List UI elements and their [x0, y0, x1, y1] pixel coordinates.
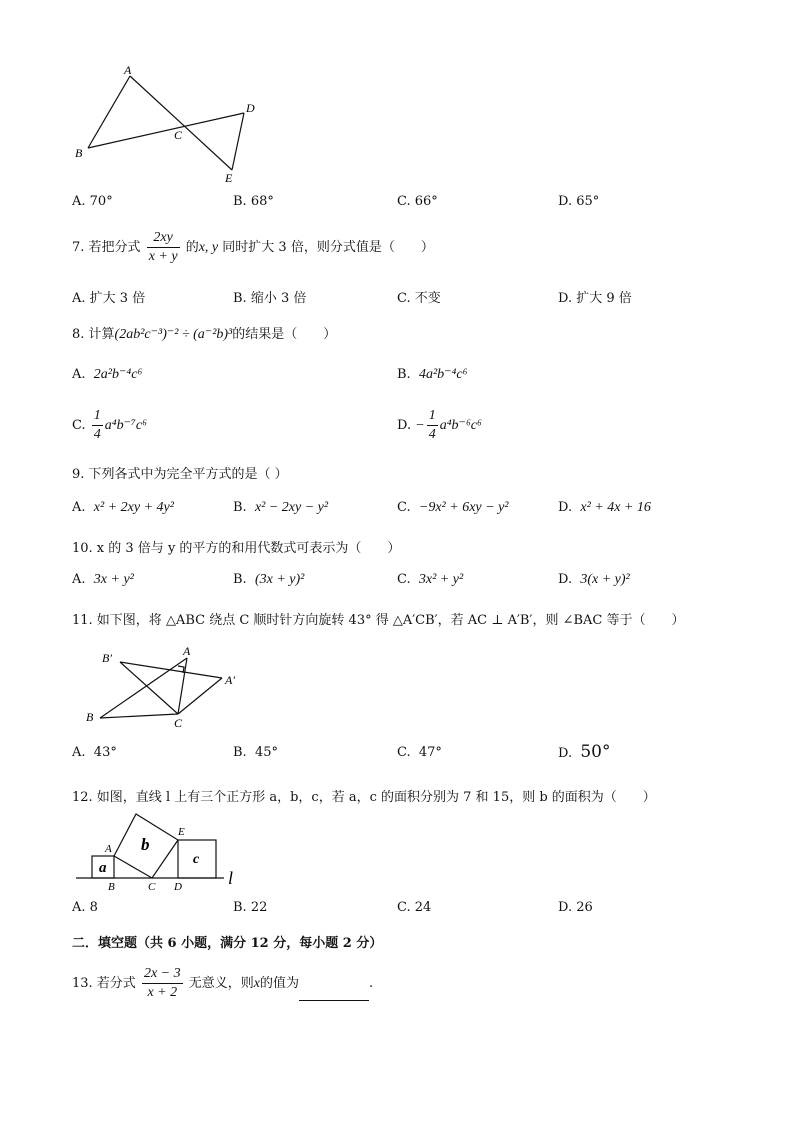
label-E: E: [225, 171, 233, 185]
label-E: E: [178, 826, 185, 838]
q8-option-b[interactable]: B. 4a²b⁻⁴c⁶: [397, 367, 468, 382]
q11-option-a[interactable]: A. 43°: [72, 745, 117, 760]
label-B: B: [75, 146, 83, 160]
q7-option-a[interactable]: A. 扩大 3 倍: [72, 291, 146, 306]
label-A: A: [183, 644, 191, 658]
q7-option-b[interactable]: B. 缩小 3 倍: [233, 291, 307, 306]
label-C: C: [148, 881, 156, 892]
square-a-label: a: [99, 860, 107, 876]
q10-option-a[interactable]: A. 3x + y²: [72, 572, 134, 587]
q6-option-d[interactable]: D. 65°: [558, 194, 600, 209]
q9-option-a[interactable]: A. x² + 2xy + 4y²: [72, 500, 174, 515]
square-c-label: c: [193, 852, 200, 867]
q9-option-c[interactable]: C. −9x² + 6xy − y²: [397, 500, 509, 515]
q10-option-c[interactable]: C. 3x² + y²: [397, 572, 464, 587]
q9-stem: 9. 下列各式中为完全平方式的是（ ）: [72, 467, 288, 482]
q7-fraction: $\frac{2xy}{x + y}$: [148, 230, 178, 264]
q9-option-d[interactable]: D. x² + 4x + 16: [558, 500, 651, 515]
q10-option-d[interactable]: D. 3(x + y)²: [558, 572, 630, 587]
q7-option-d[interactable]: D. 扩大 9 倍: [558, 291, 632, 306]
q11-option-b[interactable]: B. 45°: [233, 745, 278, 760]
label-A-prime: A′: [225, 673, 235, 687]
q7-option-c[interactable]: C. 不变: [397, 291, 441, 306]
q6-option-c[interactable]: C. 66°: [397, 194, 438, 209]
q10-stem: 10. x 的 3 倍与 y 的平方的和用代数式可表示为（ ）: [72, 541, 401, 556]
q13-answer-blank[interactable]: [299, 986, 369, 1001]
figure-triangles-abcde: [70, 60, 270, 190]
q10-option-b[interactable]: B. (3x + y)²: [233, 572, 305, 587]
label-C: C: [174, 716, 183, 730]
q6-option-b[interactable]: B. 68°: [233, 194, 274, 209]
label-A: A: [124, 63, 132, 77]
q8-option-a[interactable]: A. 2a²b⁻⁴c⁶: [72, 367, 143, 382]
q8-expression: (2ab²c⁻³)⁻² ÷ (a⁻²b)³: [114, 327, 233, 342]
q8-option-d[interactable]: D. − $\frac{1}{4}$ a⁴b⁻⁶c⁶: [397, 408, 482, 442]
label-B-prime: B′: [102, 651, 112, 665]
section-heading-fill-in: 二．填空题（共 6 小题，满分 12 分，每小题 2 分）: [72, 936, 383, 951]
label-A: A: [105, 843, 112, 855]
q8-stem: 8. 计算(2ab²c⁻³)⁻² ÷ (a⁻²b)³的结果是（ ）: [72, 327, 337, 342]
label-D: D: [174, 881, 182, 892]
label-B: B: [86, 710, 94, 724]
q13-stem: 13. 若分式 $\frac{2x - 3}{x + 2}$ 无意义，则x的值为 .: [72, 966, 374, 1000]
line-l-label: l: [228, 868, 234, 888]
label-D: D: [246, 101, 255, 115]
q12-option-c[interactable]: C. 24: [397, 900, 432, 915]
label-B: B: [108, 881, 115, 892]
label-C: C: [174, 128, 183, 142]
q11-option-c[interactable]: C. 47°: [397, 745, 442, 760]
q8-option-c[interactable]: C. $\frac{1}{4}$ a⁴b⁻⁷c⁶: [72, 408, 147, 442]
figure-rotated-triangles: [80, 642, 260, 732]
q6-option-a[interactable]: A. 70°: [72, 194, 113, 209]
figure-three-squares: [72, 810, 252, 892]
q11-stem: 11. 如下图，将 △ABC 绕点 C 顺时针方向旋转 43° 得 △A′CB′，若 AC ⊥ A′B′，则 ∠BAC 等于（ ）: [72, 613, 685, 628]
q12-option-a[interactable]: A. 8: [72, 900, 98, 915]
square-b-label: b: [141, 835, 150, 854]
q12-option-d[interactable]: D. 26: [558, 900, 593, 915]
q11-option-d[interactable]: D. 50°: [558, 742, 611, 762]
q9-option-b[interactable]: B. x² − 2xy − y²: [233, 500, 329, 515]
q12-option-b[interactable]: B. 22: [233, 900, 268, 915]
q7-stem: 7. 若把分式 $\frac{2xy}{x + y}$ 的x, y 同时扩大 3 倍，则分式值是（ ）: [72, 230, 434, 264]
q12-stem: 12. 如图，直线 l 上有三个正方形 a，b，c，若 a，c 的面积分别为 7 和 15，则 b 的面积为（ ）: [72, 790, 656, 805]
q13-fraction: $\frac{2x - 3}{x + 2}$: [143, 966, 181, 1000]
